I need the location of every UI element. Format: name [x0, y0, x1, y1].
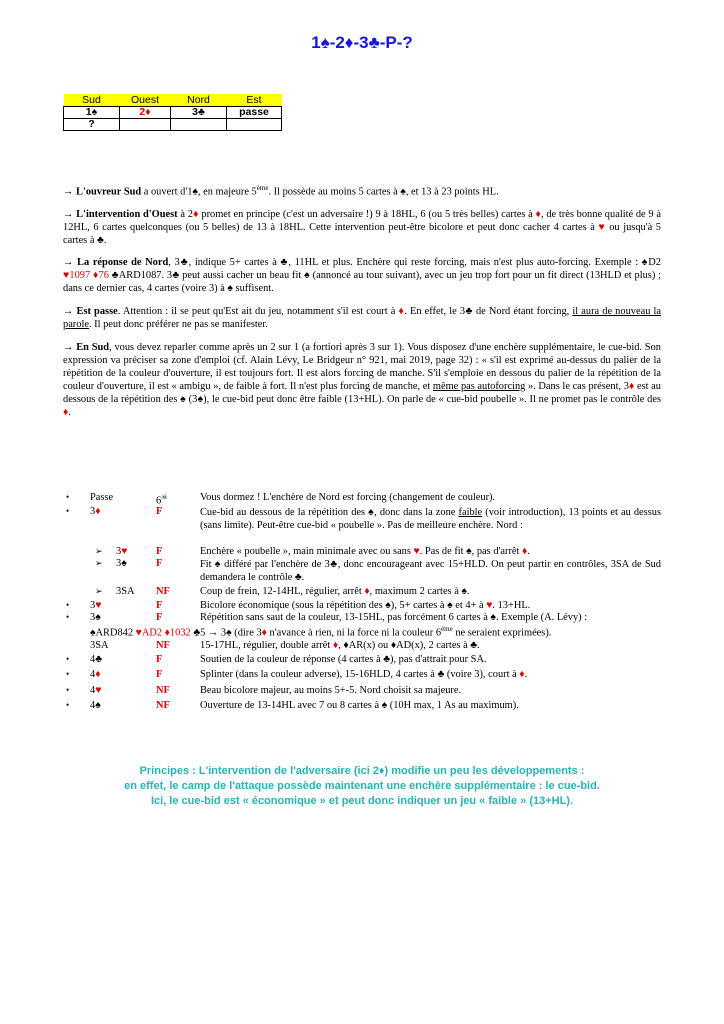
bid-code — [156, 491, 167, 507]
header-north: Nord — [171, 94, 227, 107]
bid-level: 4 — [90, 669, 96, 680]
bid-label: 3♠ — [90, 612, 101, 623]
bullet-icon: • — [66, 600, 70, 610]
paragraph-text: . Il peut donc préférer ne pas se manifester. — [88, 319, 268, 330]
bid-cell-north: 3♣ — [171, 107, 227, 119]
bid-label — [90, 668, 101, 681]
bid-code: NF — [156, 640, 170, 651]
bid-code: F — [156, 558, 163, 569]
diamond-icon: ♦ — [519, 669, 525, 680]
paragraph-opener — [63, 182, 661, 198]
diamond-icon: ♦ — [628, 381, 635, 392]
heart-icon: ♥ — [95, 600, 102, 611]
hand-example: ♥1097 ♦76 — [63, 270, 109, 281]
list-item — [0, 684, 724, 697]
diamond-icon: ♦ — [95, 506, 101, 517]
heart-icon: ♥ — [95, 685, 102, 696]
heart-icon: ♥ — [413, 546, 420, 557]
description-text: , maximum 2 cartes à ♠. — [369, 586, 470, 597]
description-text: Bicolore économique (sous la répétition des ♠), 5+ cartes à ♠ et 4+ à — [200, 600, 487, 611]
heart-icon: ♥ — [121, 546, 128, 557]
diamond-icon: ♦ — [63, 407, 69, 418]
bid-description — [200, 585, 470, 598]
bid-label — [90, 599, 101, 612]
principle-line: Ici, le cue-bid est « économique » et peut donc indiquer un jeu « faible » (13+HL). — [150, 795, 574, 807]
bullet-icon: • — [66, 685, 70, 695]
diamond-icon: ♦ — [261, 627, 267, 639]
bid-description: Beau bicolore majeur, au moins 5+-5. Nord choisit sa majeure. — [200, 685, 462, 696]
list-item — [0, 653, 724, 666]
principle-line: Principes : L'intervention de l'adversaire (ici 2♦) modifie un peu les développements : — [139, 765, 585, 777]
bid-code: F — [156, 600, 163, 611]
bid-description: Ouverture de 13-14HL avec 7 ou 8 cartes à ♠ (10H max, 1 As au maximum). — [200, 700, 519, 711]
bid-description — [200, 545, 530, 558]
principles-block — [80, 764, 644, 809]
list-item — [0, 585, 724, 598]
description-text: (voir introduction), 13 points et au dessus (sans limite). Peut-être cue-bid « poubelle ». Pas de meilleure enchère. Nord : — [200, 507, 661, 531]
list-item — [0, 506, 724, 546]
bid-code: NF — [156, 685, 170, 696]
bid-code: F — [156, 612, 163, 623]
list-item — [0, 668, 724, 681]
bid-cell-north — [171, 119, 227, 131]
paragraph-lead: Est passe — [76, 306, 118, 317]
bid-description: Répétition sans saut de la couleur, 13-15HL, pas forcément 6 cartes à ♠. Exemple (A. Lévy) : — [200, 612, 588, 623]
bid-description — [200, 506, 661, 532]
bullet-icon: • — [66, 612, 70, 622]
bid-cell-east: passe — [227, 107, 282, 119]
bidding-table-header — [64, 94, 282, 107]
code-text: 6 — [156, 495, 162, 507]
bid-label: Passe — [90, 492, 114, 503]
list-item — [0, 639, 724, 652]
description-text: Enchère « poubelle », main minimale avec ou sans — [200, 546, 414, 557]
hand-example — [90, 625, 551, 638]
diamond-icon: ♦ — [192, 209, 199, 220]
bid-code: NF — [156, 700, 170, 711]
diamond-icon: ♦ — [95, 669, 101, 680]
paragraph-text: à 2 — [177, 209, 193, 220]
arrow-icon: → — [63, 342, 77, 353]
bid-code: F — [156, 546, 163, 557]
list-item — [0, 545, 724, 558]
list-item — [0, 558, 724, 586]
paragraph-text: est au dessous de la répétition des ♠ (3♠), le cue-bid peut donc être faible (13+HL). On parle de « cue-bid poubelle ». Il ne promet pas le contrôle des — [63, 381, 661, 405]
diamond-icon: ♦ — [332, 640, 339, 651]
arrow-bullet-icon: ➢ — [95, 546, 103, 556]
bullet-icon: • — [66, 654, 70, 664]
bid-cell-west: 2♦ — [120, 107, 171, 119]
diamond-icon: ♦ — [535, 209, 541, 220]
paragraph-east-pass — [63, 305, 661, 331]
arrow-icon: → — [63, 186, 76, 198]
arrow-icon: → — [63, 257, 78, 268]
bid-cell-west — [120, 119, 171, 131]
diamond-icon: ♦ — [398, 306, 405, 317]
bid-description: Vous dormez ! L'enchère de Nord est forcing (changement de couleur). — [200, 492, 496, 503]
superscript: ème — [441, 625, 453, 633]
paragraph-lead: En Sud — [76, 342, 110, 353]
paragraph-lead: La réponse de Nord — [77, 257, 169, 268]
description-text: . 13+HL. — [492, 600, 531, 611]
header-south: Sud — [64, 94, 120, 107]
bid-code: NF — [156, 586, 170, 597]
bid-cell-south: 1♠ — [64, 107, 120, 119]
bidding-table — [63, 94, 282, 131]
bid-label: 3♠ — [116, 558, 127, 569]
bid-code: F — [156, 506, 163, 517]
arrow-bullet-icon: ➢ — [95, 558, 103, 568]
bid-description — [200, 668, 527, 681]
underlined-text: même pas autoforcing — [432, 381, 526, 392]
paragraph-north-response — [63, 256, 661, 295]
bid-description — [200, 639, 480, 652]
bid-label: 4♠ — [90, 700, 101, 711]
arrow-icon: → — [63, 306, 77, 317]
paragraph-text: . Il possède au moins 5 cartes à ♠, et 13 à 23 points HL. — [268, 186, 499, 198]
bid-label: 3SA — [116, 586, 135, 597]
table-row — [64, 119, 282, 131]
paragraph-lead: L'intervention d'Ouest — [76, 209, 178, 220]
list-item — [0, 699, 724, 712]
bid-label: 4♣ — [90, 654, 103, 665]
description-text: Coup de frein, 12-14HL, régulier, arrêt — [200, 586, 365, 597]
table-row — [64, 107, 282, 119]
paragraph-text: ou jusqu'à 5 cartes à ♣. — [63, 222, 662, 246]
bid-label: 3SA — [90, 640, 109, 651]
bid-label — [116, 545, 127, 558]
description-text: . — [527, 546, 530, 557]
bid-level: 3 — [116, 546, 122, 557]
paragraph-south — [63, 341, 661, 419]
paragraph-text: , de très bonne qualité de 9 à 12HL, 6 cartes quelconques (ou 5 belles) de 13 à 18HL. Cette intervention peut-être bicolore et peut donc cacher 4 cartes à — [63, 209, 661, 233]
description-text: . — [524, 669, 528, 680]
example-text: ne seraient exprimées). — [452, 627, 552, 639]
description-text: . Pas de fit ♠, pas d'arrêt — [419, 546, 523, 557]
paragraph-text: . Attention : il se peut qu'Est ait du jeu, notamment s'il est court à — [117, 306, 399, 317]
underlined-text: faible — [458, 507, 483, 518]
example-red-suits: ♥AD2 ♦1032 — [135, 627, 191, 639]
bid-label — [90, 684, 101, 697]
arrow-icon: → — [63, 209, 77, 220]
bid-code: F — [156, 654, 163, 665]
bullet-icon: • — [66, 492, 70, 502]
skull-icon: ☠ — [161, 493, 168, 501]
underlined-text: il aura de nouveau la parole — [63, 306, 661, 330]
bid-cell-south: ? — [64, 119, 120, 131]
page-title: 1♠-2♦-3♣-P-? — [311, 33, 413, 52]
bullet-icon: • — [66, 506, 70, 516]
list-item — [0, 491, 724, 507]
superscript: ème — [256, 184, 269, 192]
diamond-icon: ♦ — [522, 546, 528, 557]
paragraph-lead: L'ouvreur Sud — [76, 186, 142, 198]
description-text: 15-17HL, régulier, double arrêt — [200, 640, 333, 651]
list-item — [0, 599, 724, 612]
bid-label — [90, 506, 101, 517]
paragraph-intervention — [63, 208, 661, 247]
bid-description: Fit ♠ différé par l'enchère de 3♣, donc encourageant avec 15+HLD. On peut partir en contrôles, 3SA de Sud demandera le contrôle ♣. — [200, 559, 661, 583]
principle-line: en effet, le camp de l'attaque possède maintenant une enchère supplémentaire : le cue-bid. — [124, 780, 600, 792]
description-text: Cue-bid au dessous de la répétition des ♠, donc dans la zone — [200, 507, 459, 518]
paragraph-text: a ouvert d'1♠, en majeure 5 — [141, 186, 257, 198]
bullet-icon: • — [66, 700, 70, 710]
example-text: n'avance à rien, ni la force ni la couleur 6 — [266, 627, 442, 639]
paragraph-text: . — [68, 407, 71, 418]
description-text: Splinter (dans la couleur adverse), 15-16HLD, 4 cartes à ♣ (voire 3), court à — [200, 669, 520, 680]
heart-icon: ♥ — [598, 222, 606, 233]
paragraph-text: . En effet, le 3♣ de Nord étant forcing, — [404, 306, 573, 317]
paragraph-text: ♣ARD1087. 3♣ peut aussi cacher un beau fit ♠ (annoncé au tour suivant), avec un jeu trop fort pour un fit direct (13HLD et plus) ; dans ce dernier cas, 4 cartes (voire 3) à ♠ suffisent. — [63, 270, 661, 294]
paragraph-text: , 3♣, indique 5+ cartes à ♣, 11HL et plus. Enchère qui reste forcing, mais n'est plus auto-forcing. Exemple : ♠D2 — [168, 257, 661, 268]
description-text: , ♦AR(x) ou ♦AD(x), 2 cartes à ♣. — [338, 640, 480, 651]
bid-description — [200, 599, 530, 612]
bid-cell-east — [227, 119, 282, 131]
bid-code: F — [156, 669, 163, 680]
heart-icon: ♥ — [486, 600, 493, 611]
bid-description: Soutien de la couleur de réponse (4 cartes à ♣), pas d'attrait pour SA. — [200, 654, 487, 665]
diamond-icon: ♦ — [364, 586, 370, 597]
list-item — [0, 612, 724, 640]
bullet-icon: • — [66, 669, 70, 679]
paragraph-text: ». Dans le cas présent, 3 — [525, 381, 629, 392]
bid-level: 3 — [90, 600, 96, 611]
arrow-bullet-icon: ➢ — [95, 586, 103, 596]
bid-level: 4 — [90, 685, 96, 696]
example-text: ♣5 → 3♠ (dire 3 — [190, 627, 262, 639]
paragraph-text: promet en principe (c'est un adversaire !) 9 à 18HL, 6 (ou 5 très belles) cartes à — [198, 209, 536, 220]
example-text: ♠ARD842 — [90, 627, 136, 639]
paragraph-text: , vous devez reparler comme après un 2 sur 1 (a fortiori après 3 sur 1). Vous disposez d'une enchère supplémentaire, le cue-bid. Son expression va préciser sa zone d'emploi (cf. Alain Lévy, Le Bridgeur n° 921, mai 2019, page 32) : « s'il est exprimé au-dessus du palier de la répétition de la couleur d'ouverture, il est toujours fort. Il est alors forcing de manche. S'il s'emploie en dessous du palier de la répétition de la couleur d'ouverture, il est « ambigu », de faible à fort. Il n'est plus forcing de manche, et — [63, 342, 661, 392]
header-east: Est — [227, 94, 282, 107]
header-west: Ouest — [120, 94, 171, 107]
bid-level: 3 — [90, 506, 96, 517]
